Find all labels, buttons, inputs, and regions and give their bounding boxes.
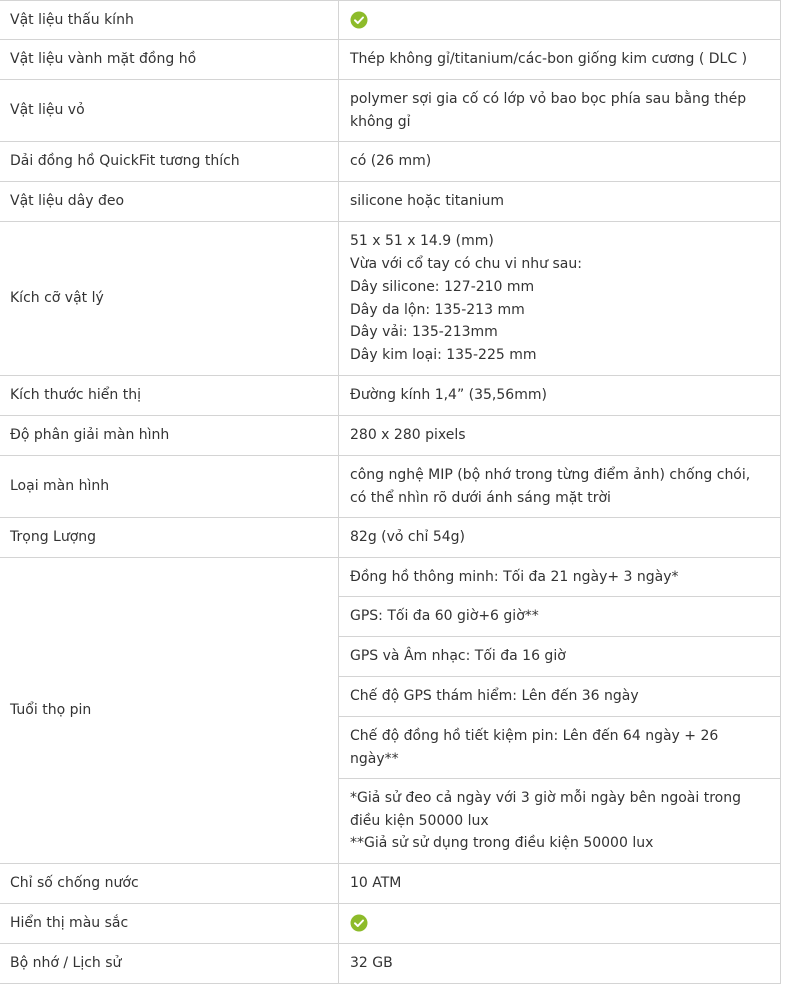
spec-row bbox=[0, 142, 781, 182]
spec-row bbox=[0, 944, 781, 984]
spec-value: GPS: Tối đa 60 giờ+6 giờ** bbox=[339, 597, 781, 637]
spec-label: Dải đồng hồ QuickFit tương thích bbox=[0, 142, 339, 182]
spec-row bbox=[0, 222, 781, 376]
spec-label: Vật liệu vành mặt đồng hồ bbox=[0, 40, 339, 80]
value-line: Dây da lộn: 135-213 mm bbox=[350, 301, 525, 318]
value-line: có thể nhìn rõ dưới ánh sáng mặt trời bbox=[350, 489, 611, 506]
spec-label: Trọng Lượng bbox=[0, 518, 339, 558]
spec-row bbox=[0, 80, 781, 142]
spec-value: 82g (vỏ chỉ 54g) bbox=[339, 518, 781, 558]
spec-row bbox=[0, 456, 781, 518]
spec-value bbox=[339, 904, 781, 944]
spec-label: Vật liệu vỏ bbox=[0, 80, 339, 142]
spec-value bbox=[339, 779, 781, 864]
spec-label: Loại màn hình bbox=[0, 456, 339, 518]
spec-label: Vật liệu thấu kính bbox=[0, 1, 339, 40]
spec-row bbox=[0, 182, 781, 222]
spec-value bbox=[339, 80, 781, 142]
spec-value: 10 ATM bbox=[339, 864, 781, 904]
value-line: Vừa với cổ tay có chu vi như sau: bbox=[350, 256, 582, 273]
check-circle-icon bbox=[350, 914, 368, 932]
spec-row bbox=[0, 40, 781, 80]
value-line: Chế độ đồng hồ tiết kiệm pin: Lên đến 64 ngày + 26 bbox=[350, 727, 719, 744]
spec-value bbox=[339, 456, 781, 518]
value-line: **Giả sử sử dụng trong điều kiện 50000 lux bbox=[350, 835, 654, 852]
spec-label: Kích thước hiển thị bbox=[0, 376, 339, 416]
spec-label: Hiển thị màu sắc bbox=[0, 904, 339, 944]
value-line: Dây silicone: 127-210 mm bbox=[350, 278, 535, 295]
spec-value: GPS và Âm nhạc: Tối đa 16 giờ bbox=[339, 637, 781, 677]
spec-row bbox=[0, 1, 781, 40]
spec-value: Chế độ GPS thám hiểm: Lên đến 36 ngày bbox=[339, 677, 781, 717]
value-line: ngày** bbox=[350, 750, 399, 767]
spec-row bbox=[0, 904, 781, 944]
value-line: polymer sợi gia cố có lớp vỏ bao bọc phía sau bằng thép bbox=[350, 90, 747, 107]
spec-value: Đường kính 1,4” (35,56mm) bbox=[339, 376, 781, 416]
spec-value: 280 x 280 pixels bbox=[339, 416, 781, 456]
check-circle-icon bbox=[350, 11, 368, 29]
spec-row bbox=[0, 376, 781, 416]
value-line: Dây kim loại: 135-225 mm bbox=[350, 346, 537, 363]
value-line: điều kiện 50000 lux bbox=[350, 812, 489, 829]
value-line: 51 x 51 x 14.9 (mm) bbox=[350, 233, 494, 250]
value-line: *Giả sử đeo cả ngày với 3 giờ mỗi ngày bên ngoài trong bbox=[350, 789, 741, 806]
spec-row bbox=[0, 518, 781, 558]
spec-value bbox=[339, 222, 781, 376]
spec-value: Thép không gỉ/titanium/các-bon giống kim cương ( DLC ) bbox=[339, 40, 781, 80]
spec-label: Tuổi thọ pin bbox=[0, 558, 339, 864]
spec-row bbox=[0, 558, 781, 597]
spec-value bbox=[339, 1, 781, 40]
spec-value: silicone hoặc titanium bbox=[339, 182, 781, 222]
spec-value: có (26 mm) bbox=[339, 142, 781, 182]
spec-label: Độ phân giải màn hình bbox=[0, 416, 339, 456]
value-line: công nghệ MIP (bộ nhớ trong từng điểm ảnh) chống chói, bbox=[350, 466, 751, 483]
spec-value: Đồng hồ thông minh: Tối đa 21 ngày+ 3 ngày* bbox=[339, 558, 781, 597]
spec-label: Chỉ số chống nước bbox=[0, 864, 339, 904]
spec-value bbox=[339, 717, 781, 779]
spec-row bbox=[0, 416, 781, 456]
value-line: không gỉ bbox=[350, 113, 411, 130]
spec-row bbox=[0, 864, 781, 904]
value-line: Dây vải: 135-213mm bbox=[350, 324, 498, 341]
spec-label: Vật liệu dây đeo bbox=[0, 182, 339, 222]
spec-value: 32 GB bbox=[339, 944, 781, 984]
spec-label: Bộ nhớ / Lịch sử bbox=[0, 944, 339, 984]
spec-label: Kích cỡ vật lý bbox=[0, 222, 339, 376]
